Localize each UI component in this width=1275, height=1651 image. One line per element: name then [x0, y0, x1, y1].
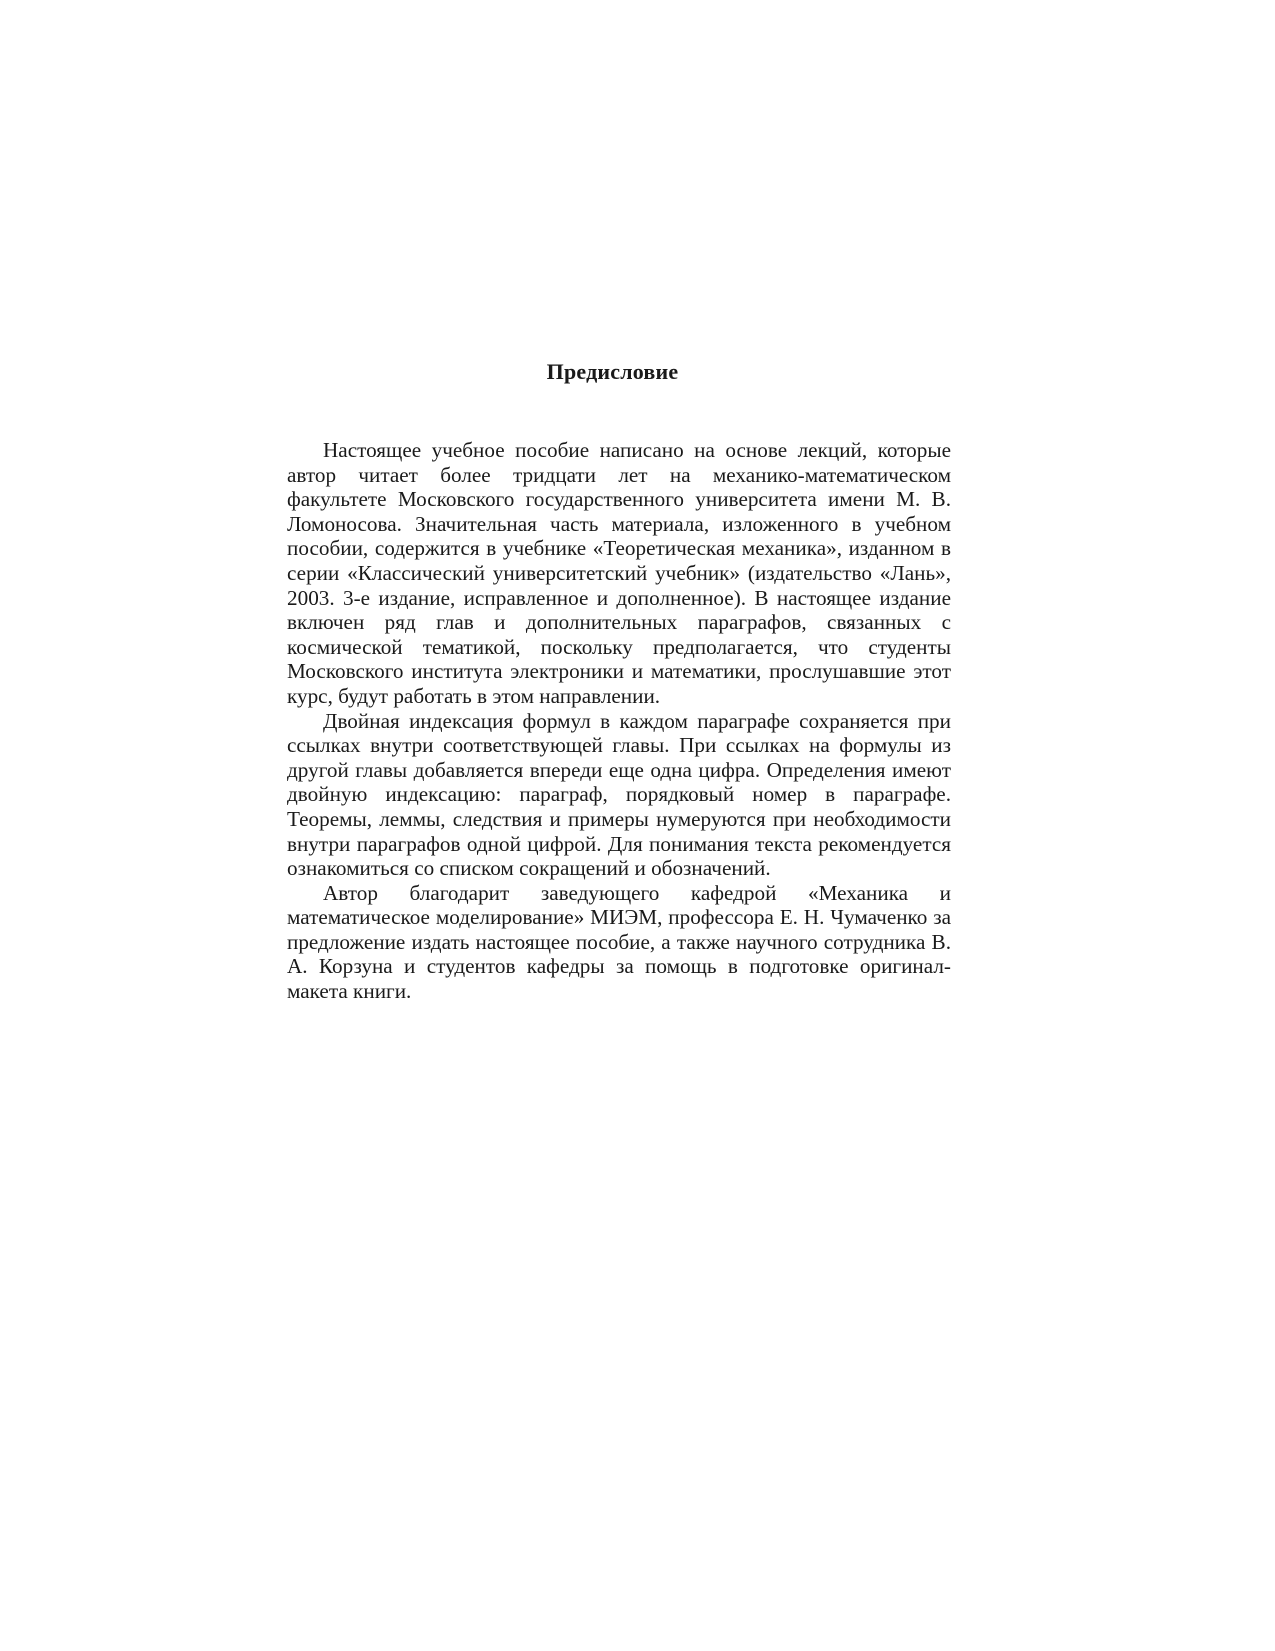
page-title: Предисловие — [546, 359, 679, 384]
paragraph-1: Настоящее учебное пособие написано на основе лекций, которые автор читает более тридцати лет на механико-математическом факультете Московского государственного университета имени М. В. Ломоносова. Значительная часть материала, изложенного в учебном пособии, содержится в учебнике «Теоретическая механика», изданном в серии «Классический университетский учебник» (издательство «Лань», 2003. 3-е издание, исправленное и дополненное). В настоящее издание включен ряд глав и дополнительных параграфов, связанных с космической тематикой, поскольку предполагается, что студенты Московского института электроники и математики, прослушавшие этот курс, будут работать в этом направлении. — [287, 438, 951, 708]
paragraph-3: Автор благодарит заведующего кафедрой «Механика и математическое моделирование» МИЭМ, профессора Е. Н. Чумаченко за предложение издать настоящее пособие, а также научного сотрудника В. А. Корзуна и студентов кафедры за помощь в подготовке оригинал-макета книги. — [287, 880, 951, 1004]
paragraph-2: Двойная индексация формул в каждом параграфе сохраняется при ссылках внутри соответствующей главы. При ссылках на формулы из другой главы добавляется впереди еще одна цифра. Определения имеют двойную индексацию: параграф, порядковый номер в параграфе. Теоремы, леммы, следствия и примеры нумеруются при необходимости внутри параграфов одной цифрой. Для понимания текста рекомендуется ознакомиться со списком сокращений и обозначений. — [287, 708, 951, 881]
preface-body — [287, 438, 951, 1004]
